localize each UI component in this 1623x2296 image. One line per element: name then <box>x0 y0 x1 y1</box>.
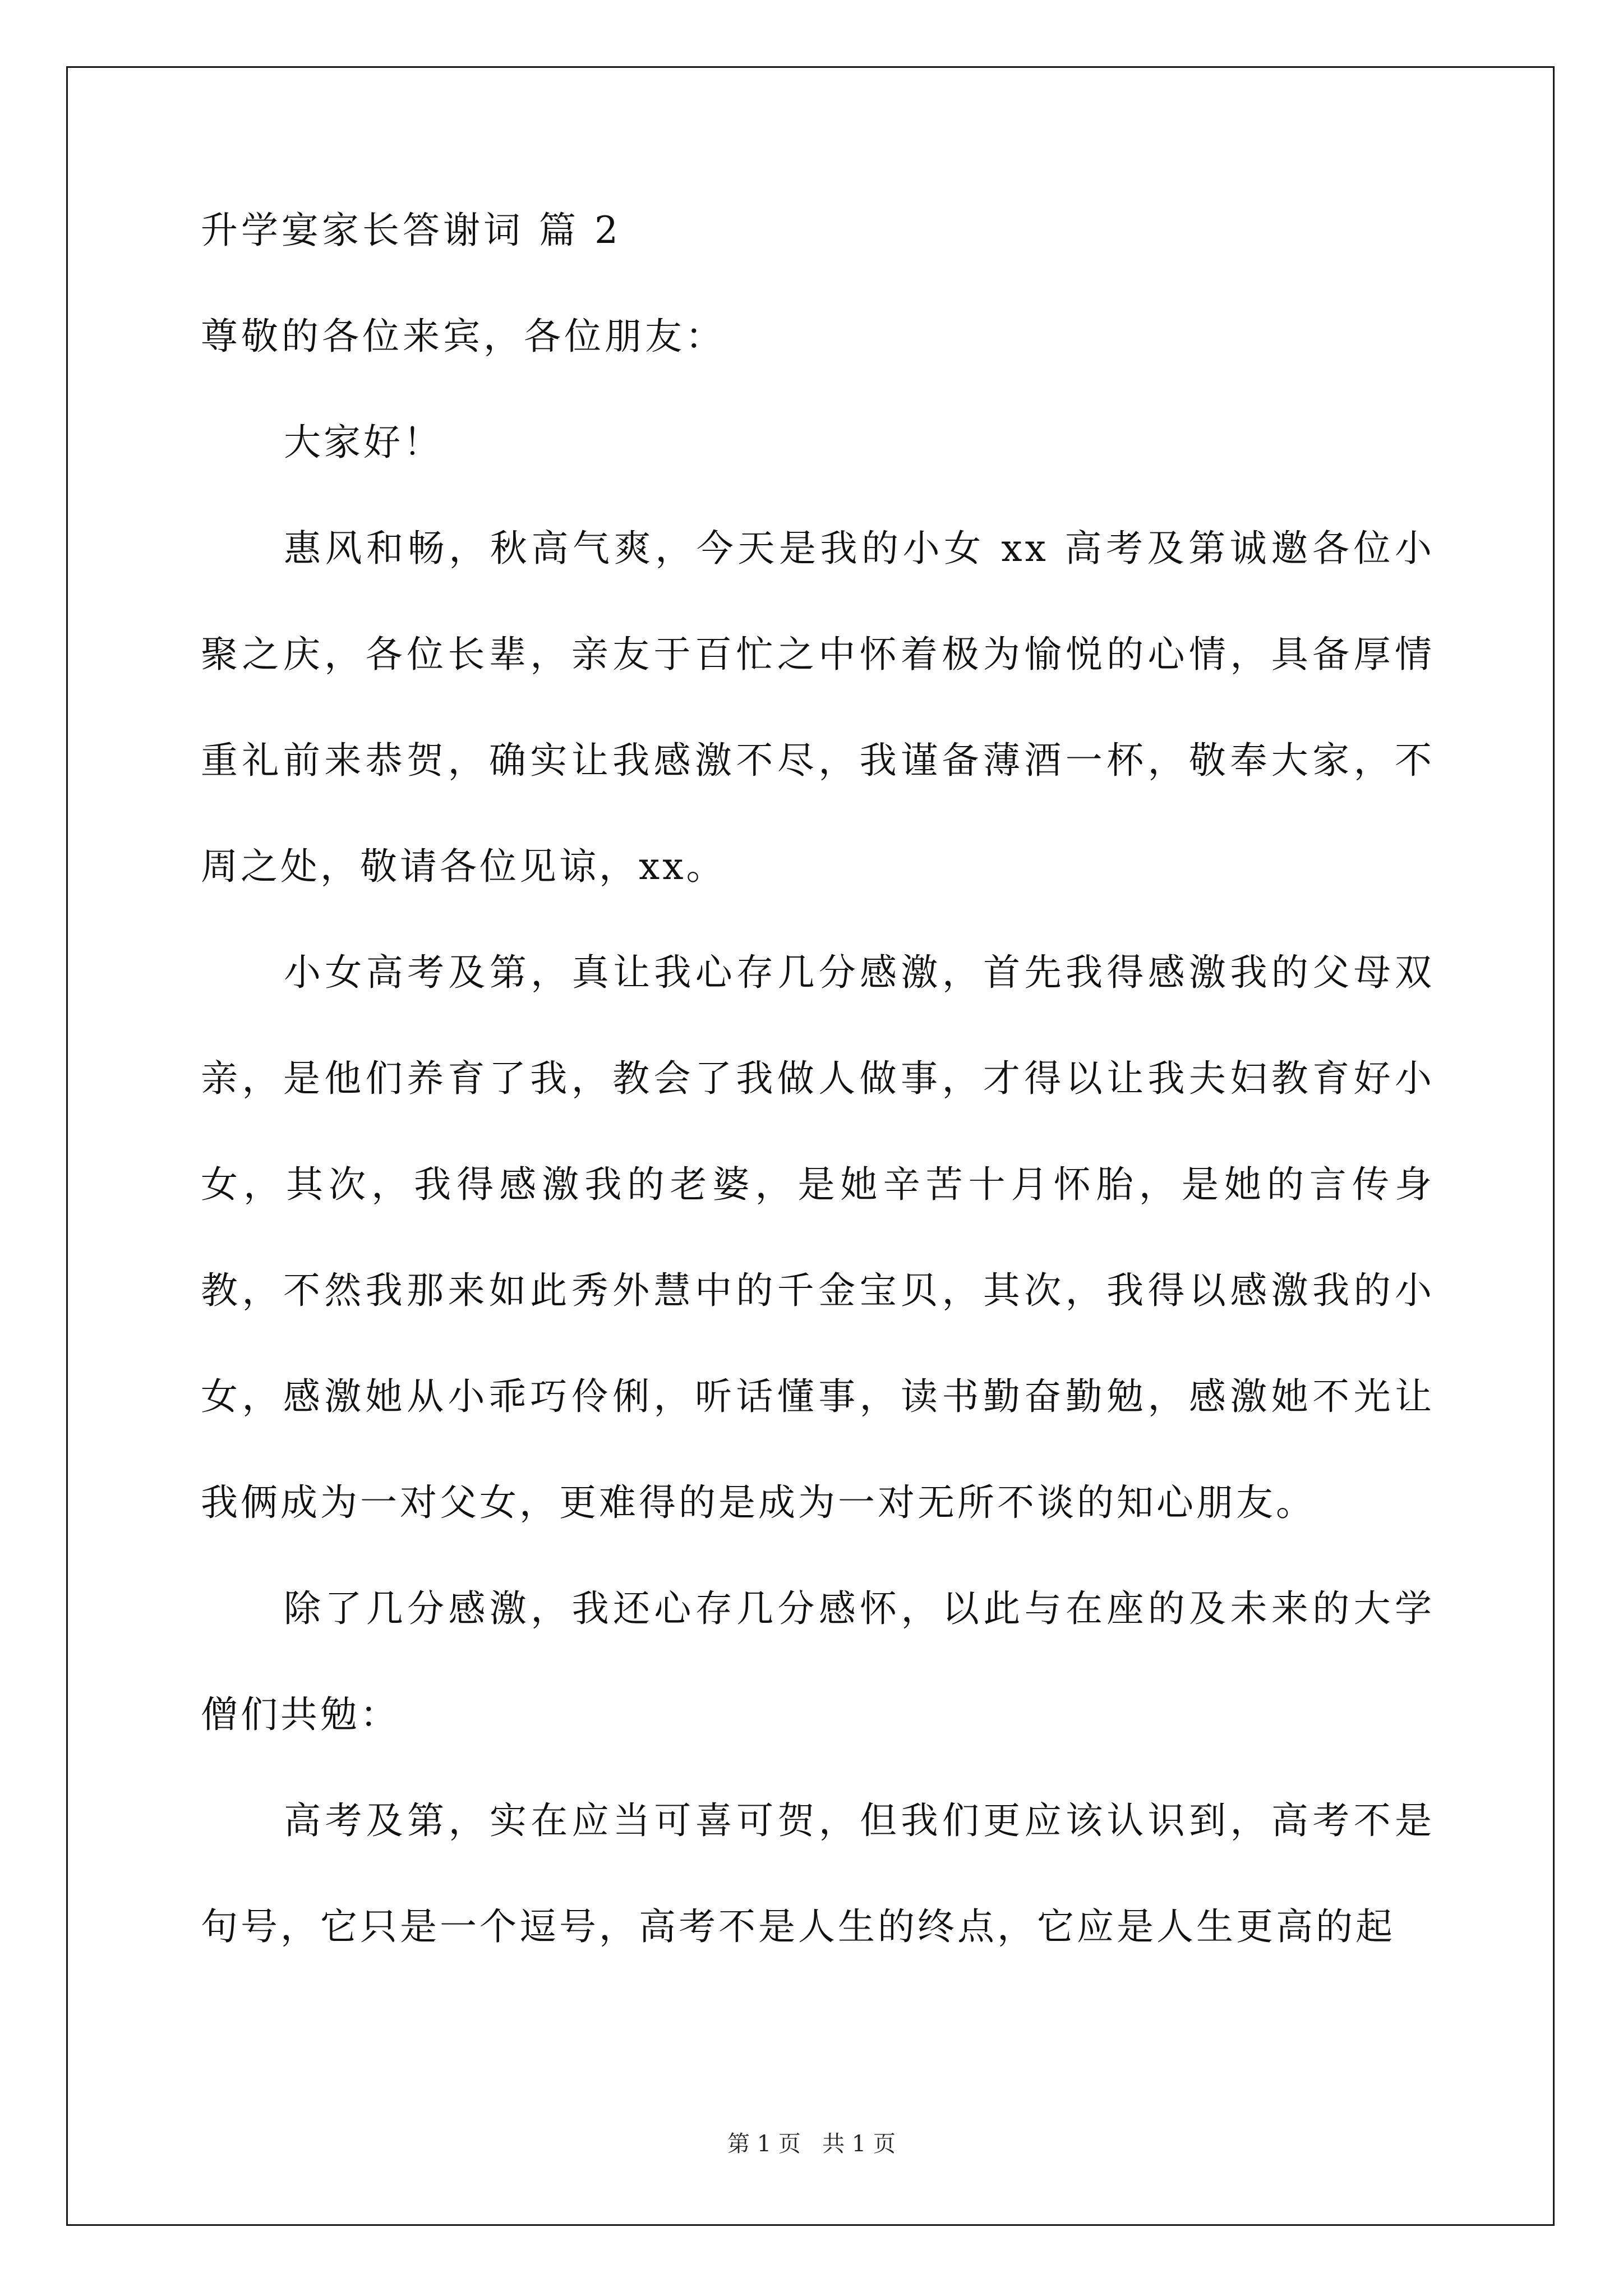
paragraph: 除了几分感激，我还心存几分感怀，以此与在座的及未来的大学僧们共勉： <box>201 1587 1435 1736</box>
paragraph: 高考及第，实在应当可喜可贺，但我们更应该认识到，高考不是句号，它只是一个逗号，高考不是人生的终点，它应是人生更高的起 <box>201 1799 1435 1948</box>
salutation: 尊敬的各位来宾，各位朋友： <box>201 315 726 358</box>
document-body <box>201 209 1435 1980</box>
document-title: 升学宴家长答谢词 篇 2 <box>201 209 621 252</box>
paragraph: 小女高考及第，真让我心存几分感激，首先我得感激我的父母双亲，是他们养育了我，教会了我做人做事，才得以让我夫妇教育好小女，其次，我得感激我的老婆，是她辛苦十月怀胎，是她的言传身教，不然我那来如此秀外慧中的千金宝贝，其次，我得以感激我的小女，感激她从小乖巧伶俐，听话懂事，读书勤奋勤勉，感激她不光让我俩成为一对父女，更难得的是成为一对无所不谈的知心朋友。 <box>201 951 1435 1524</box>
page-number: 第 1 页 共 1 页 <box>727 2131 896 2157</box>
paragraph: 大家好！ <box>284 421 443 464</box>
paragraph: 惠风和畅，秋高气爽，今天是我的小女 xx 高考及第诚邀各位小聚之庆，各位长辈，亲友于百忙之中怀着极为愉悦的心情，具备厚情重礼前来恭贺，确实让我感激不尽，我谨备薄酒一杯，敬奉大家，不周之处，敬请各位见谅，xx。 <box>201 527 1435 888</box>
